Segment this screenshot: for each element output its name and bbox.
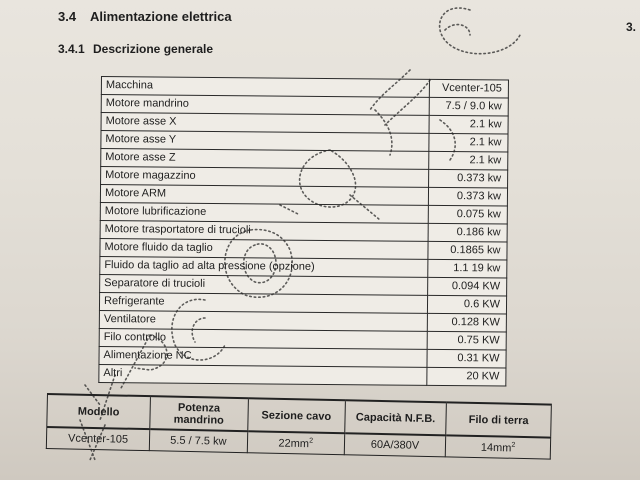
spec-table-body bbox=[99, 77, 509, 387]
spec-value: 0.075 kw bbox=[428, 205, 507, 224]
spec-label: Motore lubrificazione bbox=[100, 202, 428, 223]
spec-label: Refrigerante bbox=[99, 292, 427, 313]
section-number: 3.4 bbox=[58, 9, 77, 24]
spec-label: Motore asse Y bbox=[101, 131, 429, 152]
spec-label: Filo controllo bbox=[99, 328, 427, 349]
spec-value: 0.094 KW bbox=[428, 277, 507, 296]
header-cable-section: Sezione cavo bbox=[247, 398, 345, 433]
header-ground-wire: Filo di terra bbox=[446, 402, 551, 437]
spec-value: 0.31 KW bbox=[427, 349, 506, 368]
cell-nfb-capacity: 60A/380V bbox=[344, 433, 446, 457]
spec-row bbox=[99, 364, 506, 386]
spec-value: 2.1 kw bbox=[429, 115, 508, 134]
spec-value: 7.5 / 9.0 kw bbox=[429, 97, 508, 116]
header-spindle-power bbox=[150, 396, 248, 431]
spec-label: Macchina bbox=[101, 77, 429, 98]
spec-label: Altri bbox=[99, 364, 427, 385]
ground-superscript: 2 bbox=[511, 441, 516, 449]
cell-spindle-power: 5.5 / 7.5 kw bbox=[149, 429, 247, 453]
header-power-line2: mandrino bbox=[173, 413, 224, 427]
page-number: 3. bbox=[626, 20, 637, 34]
spec-label: Motore trasportatore di trucioli bbox=[100, 220, 428, 241]
subsection-number: 3.4.1 bbox=[58, 42, 85, 56]
spec-value: 20 KW bbox=[427, 367, 506, 386]
spec-value: 0.1865 kw bbox=[428, 241, 507, 260]
header-nfb-capacity: Capacità N.F.B. bbox=[345, 400, 447, 435]
cable-superscript: 2 bbox=[309, 437, 314, 445]
spec-label: Separatore di trucioli bbox=[100, 274, 428, 295]
spec-value: 1.1 19 kw bbox=[428, 259, 507, 278]
spec-label: Alimentazione NC bbox=[99, 346, 427, 367]
spec-label: Ventilatore bbox=[99, 310, 427, 331]
ground-value: 14mm bbox=[480, 441, 512, 455]
spec-label: Motore asse Z bbox=[101, 149, 429, 170]
spec-label: Motore magazzino bbox=[101, 167, 429, 188]
spec-value: 0.186 kw bbox=[428, 223, 507, 242]
model-table bbox=[46, 393, 552, 460]
header-power-line1: Potenza bbox=[177, 401, 221, 415]
header-model: Modello bbox=[47, 394, 151, 429]
cell-cable-section bbox=[247, 431, 345, 455]
spec-label: Motore ARM bbox=[100, 185, 428, 206]
cell-ground-wire bbox=[445, 435, 550, 459]
spec-value: 0.373 kw bbox=[429, 169, 508, 188]
spec-value: Vcenter-105 bbox=[429, 79, 508, 98]
subsection-title: Descrizione generale bbox=[93, 42, 214, 56]
spec-value: 2.1 kw bbox=[429, 133, 508, 152]
section-title: Alimentazione elettrica bbox=[90, 9, 232, 24]
subsection-heading bbox=[58, 42, 213, 56]
spec-value: 0.128 KW bbox=[427, 313, 506, 332]
spec-label: Fluido da taglio ad alta pressione (opzione) bbox=[100, 256, 428, 277]
spec-value: 0.6 KW bbox=[428, 295, 507, 314]
spec-value: 0.75 KW bbox=[427, 331, 506, 350]
section-heading bbox=[58, 9, 232, 24]
spec-value: 2.1 kw bbox=[429, 151, 508, 170]
spec-value: 0.373 kw bbox=[428, 187, 507, 206]
spec-label: Motore mandrino bbox=[101, 95, 429, 116]
power-spec-table bbox=[98, 76, 509, 387]
spec-label: Motore asse X bbox=[101, 113, 429, 134]
cable-value: 22mm bbox=[278, 437, 310, 450]
cell-model: Vcenter-105 bbox=[46, 427, 149, 451]
spec-label: Motore fluido da taglio bbox=[100, 238, 428, 259]
